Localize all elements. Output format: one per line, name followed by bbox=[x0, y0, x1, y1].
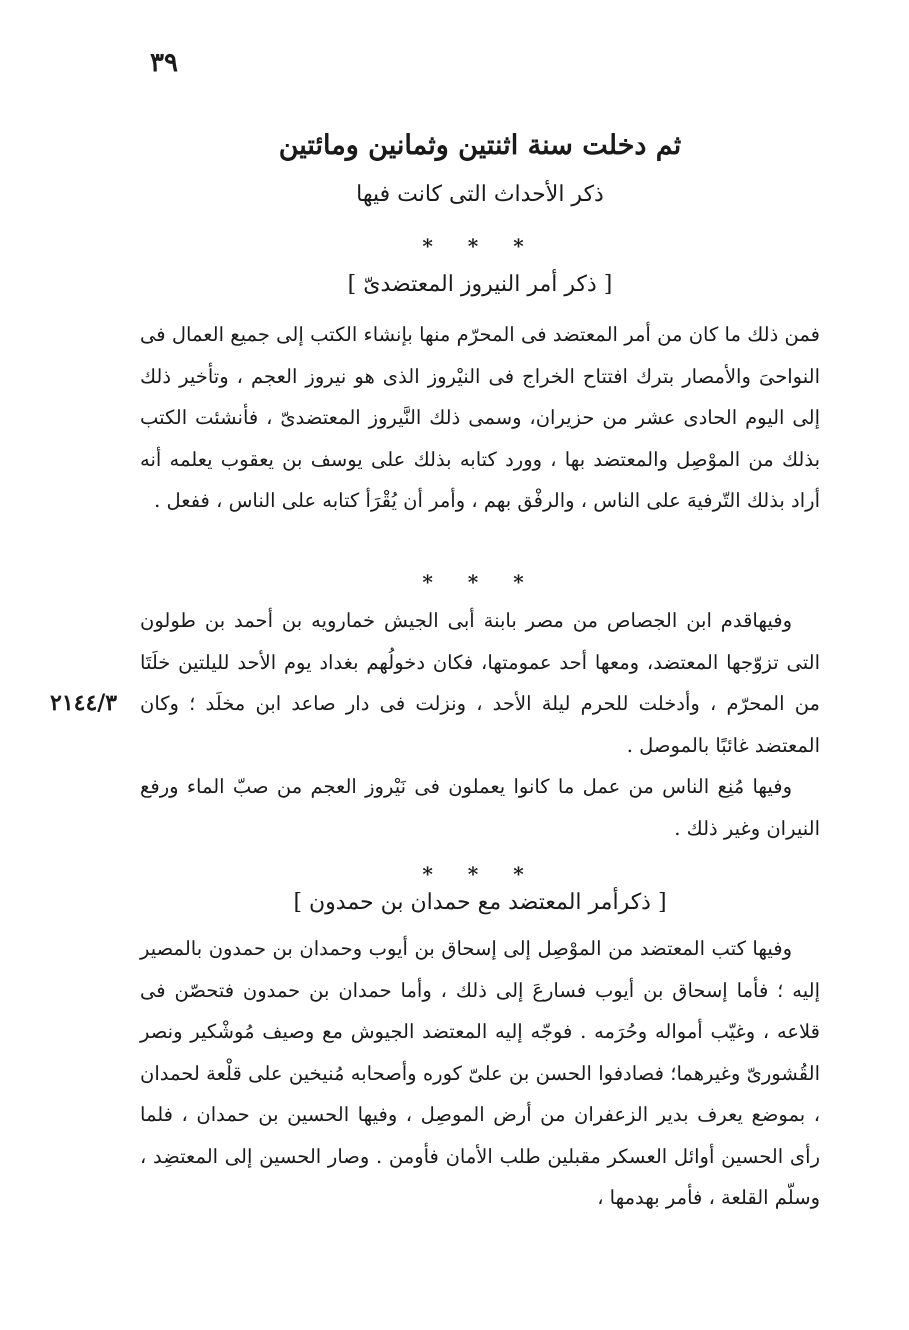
paragraph-ibn-jassas: وفيهاقدم ابن الجصاص من مصر بابنة أبى الجيش خمارويه بن أحمد بن طولون التى تزوّجها المعتضد، ومعها أحد عمومتها، فكان دخولُهم بغداد يوم الأحد لليلتين خلَتَا من المحرّم ، وأدخلت للحرم ليلة الأحد ، ونزلت فى دار صاعد ابن مخلَد ؛ وكان المعتضد غائبًا بالموصل . bbox=[140, 609, 820, 757]
section-separator: * * * bbox=[422, 862, 538, 886]
paragraph-nayruz: فمن ذلك ما كان من أمر المعتضد فى المحرّم منها بإنشاء الكتب إلى جميع العمال فى النواحىَ والأمصار بترك افتتاح الخراج فى النيْروز الذى هو نيروز العجم ، وتأخير ذلك إلى اليوم الحادى عشر من حزيران، وسمى ذلك النَّيروز المعتضدىّ ، فأنشئت الكتب بذلك من الموْصِل والمعتضد بها ، وورد كتابه بذلك على يوسف بن يعقوب يعلمه أنه أراد بذلك التّرفيهَ على الناس ، والرفْق بهم ، وأمر أن يُقْرَأ كتابه على الناس ، ففعل . bbox=[140, 323, 820, 512]
paragraph-hamdan: وفيها كتب المعتضد من الموْصِل إلى إسحاق بن أيوب وحمدان بن حمدون بالمصير إليه ؛ فأما إسحاق بن أيوب فسارعَ إلى ذلك ، وأما حمدان بن حمدون فتحصّن فى قلاعه ، وغيّب أمواله وحُرَمه . فوجّه إليه المعتضد الجيوش مع وصيف مُوشْكير ونصر القُشورىّ وغيرهما؛ فصادفوا الحسن بن علىّ كوره وأصحابه مُنيخين على قلْعة لحمدان ، بموضع يعرف بدير الزعفران من أرض الموصِل ، وفيها الحسين بن حمدان ، فلما رأى الحسين أوائل العسكر مقبلين طلب الأمان فأومن . وصار الحسين إلى المعتضِد ، وسلّم القلعة ، فأمر بهدمها ، bbox=[140, 937, 820, 1209]
section-separator: * * * bbox=[422, 570, 538, 594]
section-title-nayruz: [ ذكر أمر النيروز المعتضدىّ ] bbox=[347, 272, 613, 297]
section-title-hamdan: [ ذكرأمر المعتضد مع حمدان بن حمدون ] bbox=[293, 890, 667, 915]
page-number: ٣٩ bbox=[150, 48, 178, 78]
chapter-subheading: ذكر الأحداث التى كانت فيها bbox=[356, 182, 604, 207]
section-separator: * * * bbox=[422, 234, 538, 258]
margin-reference-note: ٢١٤٤/٣ bbox=[50, 690, 118, 716]
chapter-heading: ثم دخلت سنة اثنتين وثمانين ومائتين bbox=[278, 130, 682, 161]
paragraph-nayruz-ban: وفيها مُنِع الناس من عمل ما كانوا يعملون فى نَيْروز العجم من صبّ الماء ورفع النيران وغير ذلك . bbox=[140, 775, 820, 840]
